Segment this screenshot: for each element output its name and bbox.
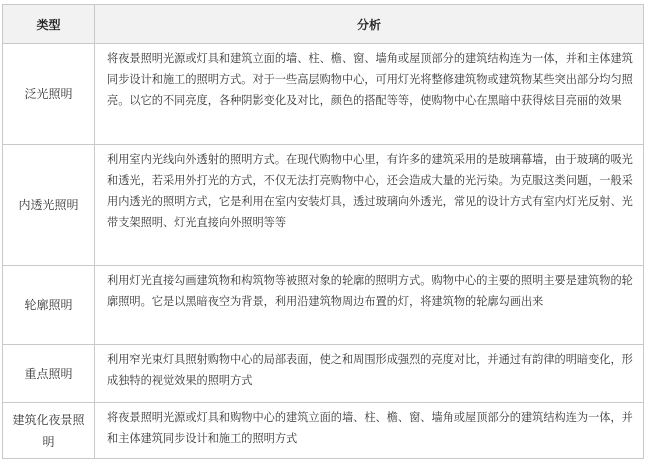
header-row — [3, 5, 644, 44]
analysis-cell: 利用灯光直接勾画建筑物和构筑物等被照对象的轮廓的照明方式。购物中心的主要的照明主要是建筑物的轮廓照明。它是以黑暗夜空为背景，利用沿建筑物周边布置的灯，将建筑物的轮廓勾画出来 — [95, 266, 644, 345]
table-header — [3, 5, 644, 44]
analysis-cell: 利用室内光线向外透射的照明方式。在现代购物中心里，有许多的建筑采用的是玻璃幕墙，由于玻璃的吸光和透光，若采用外打光的方式，不仅无法打亮购物中心，还会造成大量的光污染。为克服这类问题，一般采用内透光的照明方式，它是利用在室内安装灯具，透过玻璃向外透光，常见的设计方式有室内灯光反射、光带支架照明、灯光直接向外照明等等 — [95, 145, 644, 266]
type-cell: 轮廓照明 — [3, 266, 95, 345]
type-cell: 重点照明 — [3, 345, 95, 403]
lighting-methods-table — [2, 4, 644, 459]
table-row — [3, 403, 644, 459]
table-row — [3, 145, 644, 266]
type-cell: 泛光照明 — [3, 44, 95, 145]
type-cell: 内透光照明 — [3, 145, 95, 266]
table-row — [3, 345, 644, 403]
analysis-cell: 将夜景照明光源或灯具和购物中心的建筑立面的墙、柱、檐、窗、墙角或屋顶部分的建筑结构连为一体，并和主体建筑同步设计和施工的照明方式 — [95, 403, 644, 459]
header-type: 类型 — [3, 5, 95, 44]
header-analysis: 分析 — [95, 5, 644, 44]
table-row — [3, 266, 644, 345]
table-body — [3, 44, 644, 459]
table-row — [3, 44, 644, 145]
analysis-cell: 将夜景照明光源或灯具和建筑立面的墙、柱、檐、窗、墙角或屋顶部分的建筑结构连为一体，并和主体建筑同步设计和施工的照明方式。对于一些高层购物中心，可用灯光将整修建筑物或建筑物某些突出部分均匀照亮。以它的不同亮度，各种阴影变化及对比，颜色的搭配等等，使购物中心在黑暗中获得炫目亮丽的效果 — [95, 44, 644, 145]
type-cell: 建筑化夜景照明 — [3, 403, 95, 459]
analysis-cell: 利用窄光束灯具照射购物中心的局部表面，使之和周围形成强烈的亮度对比，并通过有韵律的明暗变化，形成独特的视觉效果的照明方式 — [95, 345, 644, 403]
